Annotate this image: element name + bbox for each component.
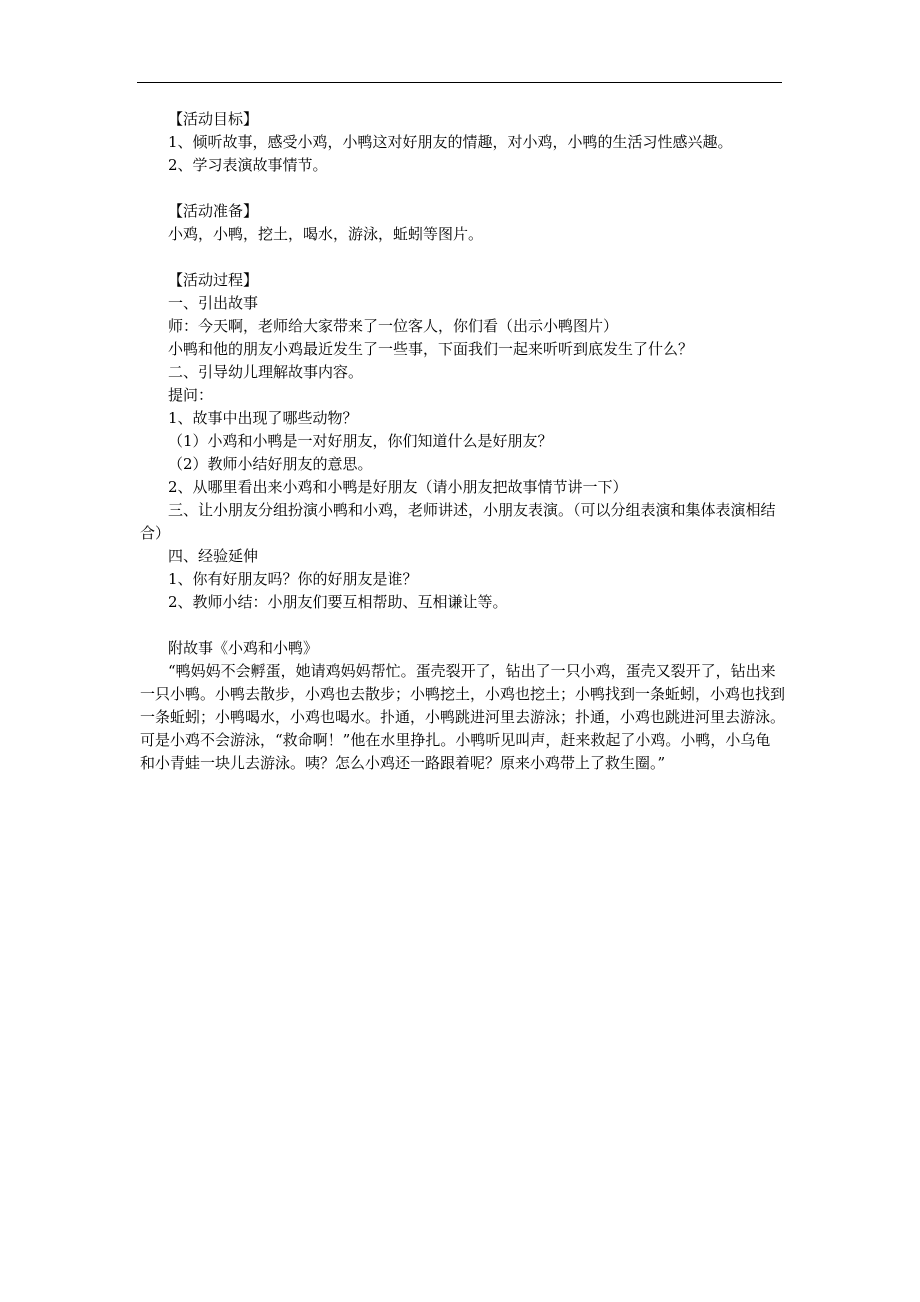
goals-item-1: 1、倾听故事，感受小鸡，小鸭这对好朋友的情趣，对小鸡，小鸭的生活习性感兴趣。 [168,133,733,151]
process-line-8: （2）教师小结好朋友的意思。 [168,455,373,473]
preparation-heading: 【活动准备】 [168,202,259,220]
process-heading: 【活动过程】 [168,271,259,289]
process-line-7: （1）小鸡和小鸭是一对好朋友，你们知道什么是好朋友？ [168,432,553,450]
goals-heading: 【活动目标】 [168,110,259,128]
process-line-3: 小鸭和他的朋友小鸡最近发生了一些事，下面我们一起来听听到底发生了什么？ [168,340,694,358]
goals-item-2: 2、学习表演故事情节。 [168,156,328,174]
process-line-2: 师：今天啊，老师给大家带来了一位客人，你们看（出示小鸭图片） [168,317,619,335]
spacer [140,177,785,200]
document-body [140,108,785,775]
spacer [140,614,785,637]
process-step-1: 一、引出故事 [168,294,259,312]
process-line-9: 2、从哪里看出来小鸡和小鸭是好朋友（请小朋友把故事情节讲一下） [168,478,628,496]
header-rule [137,82,782,83]
process-line-12: 2、教师小结：小朋友们要互相帮助、互相谦让等。 [168,593,508,611]
process-step-4: 四、经验延伸 [168,547,259,565]
story-title: 附故事《小鸡和小鸭》 [168,639,319,657]
process-line-6: 1、故事中出现了哪些动物？ [168,409,358,427]
process-line-5: 提问： [168,386,214,404]
spacer [140,246,785,269]
preparation-text: 小鸡，小鸭，挖土，喝水，游泳，蚯蚓等图片。 [168,225,484,243]
process-line-11: 1、你有好朋友吗？你的好朋友是谁？ [168,570,418,588]
story-body: “鸭妈妈不会孵蛋，她请鸡妈妈帮忙。蛋壳裂开了，钻出了一只小鸡，蛋壳又裂开了，钻出来一只小鸭。小鸭去散步，小鸡也去散步；小鸭挖土，小鸡也挖土；小鸭找到一条蚯蚓，小鸡也找到一条蚯蚓；小鸭喝水，小鸡也喝水。扑通，小鸭跳进河里去游泳；扑通，小鸡也跳进河里去游泳。可是小鸡不会游泳，“救命啊！”他在水里挣扎。小鸭听见叫声，赶来救起了小鸡。小鸭，小乌龟和小青蛙一块儿去游泳。咦？怎么小鸡还一路跟着呢？原来小鸡带上了救生圈。” [140,662,786,772]
process-step-2: 二、引导幼儿理解故事内容。 [168,363,364,381]
process-step-3: 三、让小朋友分组扮演小鸭和小鸡，老师讲述，小朋友表演。（可以分组表演和集体表演相结合） [140,501,776,542]
